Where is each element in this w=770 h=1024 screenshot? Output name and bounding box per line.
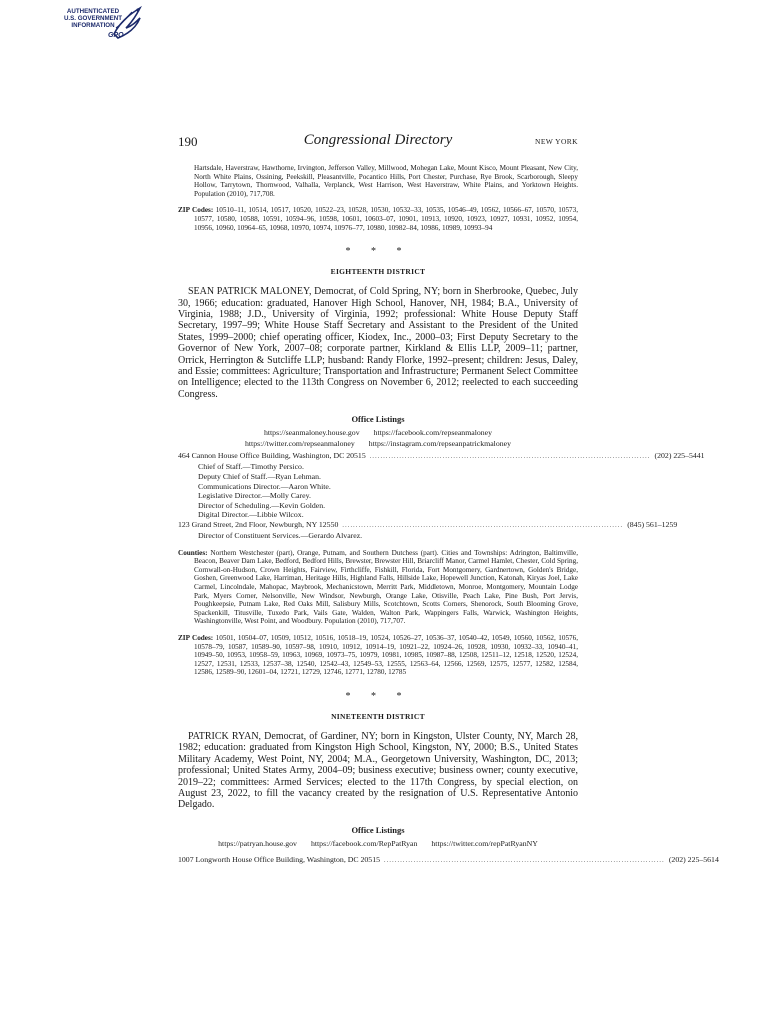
gpo-line-2: U.S. GOVERNMENT <box>63 15 123 22</box>
web-links-row <box>178 428 578 439</box>
zip-codes-text: 10501, 10504–07, 10509, 10512, 10516, 10518–19, 10524, 10526–27, 10536–37, 10540–42, 10549, 10560, 10562, 10576, 10578–79, 10587, 10589–90, 10597–98, 10910, 10912, 10914–19, 10921–22, 10924–26, 10928, 10930, 10932–33, 10940–41, 10949–50, 10953, 10958–59, 10963, 10969, 10973–75, 10979, 10981, 10985, 10987–88, 12508, 12511–12, 12518, 12520, 12524, 12527, 12531, 12533, 12537–38, 12540, 12542–43, 12549–53, 12555, 12563–64, 12566, 12569, 12575, 12577, 12582, 12584, 12586, 12589–90, 12601–04, 12721, 12729, 12746, 12771, 12780, 12785 <box>194 633 579 677</box>
website-link[interactable]: https://seanmaloney.house.gov <box>263 428 360 438</box>
zip-codes-text: 10510–11, 10514, 10517, 10520, 10522–23, 10528, 10530, 10532–33, 10535, 10546–49, 10562, 10566–67, 10570, 10573, 10577, 10580, 10588, 10591, 10594–96, 10598, 10601, 10603–07, 10901, 10913, 10920, 10923, 10927, 10931, 10952, 10954, 10956, 10960, 10964–65, 10968, 10970, 10974, 10976–77, 10980, 10982–84, 10986, 10989, 10993–94 <box>194 206 579 232</box>
web-links-row <box>178 839 578 850</box>
section-separator: * * * <box>345 246 411 258</box>
office-address-newburgh <box>178 519 678 531</box>
section-separator: * * * <box>345 690 411 702</box>
social-links-row <box>178 439 578 450</box>
office-address-washington <box>178 451 705 462</box>
previous-district-zip-codes <box>178 206 578 232</box>
staff-entry: Communications Director.—Aaron White. <box>198 481 331 491</box>
office-listings-heading: Office Listings <box>351 414 405 425</box>
twitter-link[interactable]: https://twitter.com/repPatRyanNY <box>431 838 538 848</box>
twitter-link[interactable]: https://twitter.com/repseanmaloney <box>244 438 355 448</box>
staff-list-newburgh <box>178 531 578 541</box>
zip-label: ZIP Codes: <box>178 633 214 642</box>
office-address-washington <box>178 855 719 866</box>
district-counties <box>178 549 578 626</box>
website-link[interactable]: https://patryan.house.gov <box>218 838 297 848</box>
staff-list-washington <box>178 462 578 520</box>
leader-dots: ........................................................................................................ <box>369 454 651 461</box>
staff-entry: Chief of Staff.—Timothy Persico. <box>198 462 304 472</box>
facebook-link[interactable]: https://facebook.com/repseanmaloney <box>373 428 493 438</box>
staff-entry: Deputy Chief of Staff.—Ryan Lehman. <box>198 472 321 481</box>
state-label: NEW YORK <box>535 137 578 146</box>
staff-entry: Director of Scheduling.—Kevin Golden. <box>198 500 326 510</box>
district-heading-nineteenth: NINETEENTH DISTRICT <box>331 711 425 721</box>
staff-entry: Director of Constituent Services.—Gerardo Alvarez. <box>198 530 363 540</box>
counties-label: Counties: <box>178 548 208 557</box>
directory-page <box>178 132 719 866</box>
facebook-link[interactable]: https://facebook.com/RepPatRyan <box>310 838 418 848</box>
counties-text: Northern Westchester (part), Orange, Putnam, and Southern Dutchess (part). Cities and Townships: Adrington, Baltimville, Beacon, Beaver Dam Lake, Bedford, Bedford Hills, Brewster, Brewster Hill, Briarcliff Manor, Carmel Hamlet, Chester, Cold Spring, Cornwall-on-Hudson, Crown Heights, Fairview, Firthcliffe, Fishkill, Florida, Fort Montgomery, Gardnertown, Golden's Bridge, Goshen, Greenwood Lake, Harriman, Heritage Hills, Highland Falls, Hillside Lake, Hopewell Junction, Katonah, Kiryas Joel, Lake Carmel, Lincolndale, Mahopac, Maybrook, Mechanicstown, Merritt Park, Middletown, Monroe, Montgomery, Mountain Lodge Park, Myers Corner, Nelsonville, New Windsor, Newburgh, Orange Lake, Otisville, Peach Lake, Pine Bush, Port Jervis, Poughkeepsie, Putnam Lake, Red Oaks Mill, Salisbury Mills, Scotchtown, Scotts Corners, Shenorock, South Blooming Grove, Spackenkill, Titusville, Tuxedo Park, Vails Gate, Walden, Walton Park, Wappingers Falls, Warwick, Washington Heights, Washingtonville, West Point, and Woodbury. Population (2010), 717,707. <box>194 548 578 626</box>
office-listings-heading: Office Listings <box>351 824 405 835</box>
gpo-line-3: INFORMATION <box>71 22 115 29</box>
instagram-link[interactable]: https://instagram.com/repseanpatrickmaloney <box>368 438 512 448</box>
gpo-mark-label: GPO <box>108 32 124 39</box>
office-phone: (845) 561–1259 <box>627 519 678 529</box>
zip-label: ZIP Codes: <box>178 206 214 215</box>
member-bio-ryan: PATRICK RYAN, Democrat, of Gardiner, NY; born in Kingston, Ulster County, NY, March 28, 1982; education: graduated from Kingston High School, Kingston, NY, 2000; B.S., United States Military Academy, West Point, NY, 2004; M.A., Georgetown University, Washington, DC, 2013; professional; United States Army, 2004–09; business executive; business owner; county executive, 2019–22; committees: Armed Services; elected to the 117th Congress, by special election, on August 23, 2022, to fill the vacancy created by the resignation of U.S. Representative Antonio Delgado. <box>178 730 578 811</box>
district-zip-codes <box>178 634 578 677</box>
page-number: 190 <box>178 134 198 149</box>
staff-entry: Legislative Director.—Molly Carey. <box>198 491 311 501</box>
office-phone: (202) 225–5614 <box>668 855 719 865</box>
office-address-text: 123 Grand Street, 2nd Floor, Newburgh, NY 12550 <box>178 519 339 529</box>
running-head <box>178 134 578 154</box>
office-address-text: 1007 Longworth House Office Building, Washington, DC 20515 <box>178 855 381 865</box>
previous-district-counties: Hartsdale, Haverstraw, Hawthorne, Irvington, Jefferson Valley, Millwood, Mohegan Lake, Mount Kisco, Mount Pleasant, New City, North White Plains, Ossining, Peekskill, Pleasantville, Pocantico Hills, Port Chester, Purchase, Rye Brook, Scarborough, Sleepy Hollow, Tarrytown, Thornwood, Valhalla, Verplanck, West Harrison, West Haverstraw, White Plains, and Yorktown Heights. Population (2010), 717,708. <box>194 164 578 198</box>
office-phone: (202) 225–5441 <box>654 451 705 461</box>
district-heading-eighteenth: EIGHTEENTH DISTRICT <box>330 267 426 277</box>
leader-dots: ........................................................................................................ <box>384 858 665 865</box>
gpo-authentication-badge <box>62 4 144 48</box>
publication-title: Congressional Directory <box>303 132 453 148</box>
office-address-text: 464 Cannon House Office Building, Washington, DC 20515 <box>178 451 366 461</box>
leader-dots: ........................................................................................................ <box>342 522 624 529</box>
gpo-line-1: AUTHENTICATED <box>66 8 120 15</box>
member-bio-maloney: SEAN PATRICK MALONEY, Democrat, of Cold Spring, NY; born in Sherbrooke, Quebec, July 30, 1966; education: graduated, Hanover High School, Hanover, NH, 1984; B.A., University of Virginia, 1988; J.D., University of Virginia, 1992; professional: White House Deputy Staff Secretary, 1997–99; White House Staff Secretary and Assistant to the President of the United States, 1999–2000; chief operating officer, Kiodex, Inc., 2000–03; First Deputy Secretary to the Governor of New York, 2007–08; corporate partner, Kirkland & Ellis LLP, 2009–11; partner, Orrick, Herrington & Sutcliffe LLP; husband: Randy Florke, 1992–present; children: Jesus, Daley, and Essie; committees: Agriculture; Transportation and Infrastructure; Permanent Select Committee on Intelligence; elected to the 113th Congress on November 6, 2012; reelected to each succeeding Congress. <box>178 286 578 400</box>
staff-entry: Digital Director.—Libbie Wilcox. <box>198 510 304 520</box>
